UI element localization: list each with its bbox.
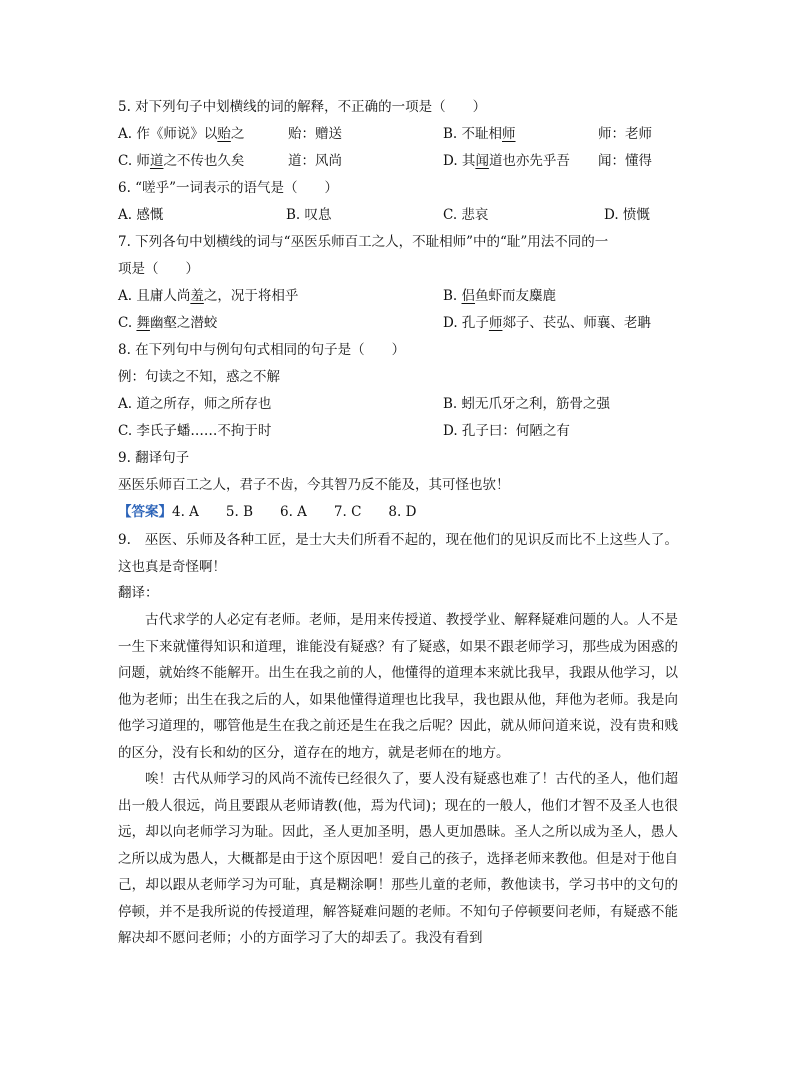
q9-stem: 9. 翻译句子 — [118, 450, 190, 466]
q6-option-a: A. 感慨 — [118, 207, 164, 223]
q5-option-b: B. 不耻相师 — [443, 126, 516, 142]
q7-option-d: D. 孔子师郯子、苌弘、师襄、老聃 — [443, 315, 651, 331]
q8-option-c: C. 李氏子蟠……不拘于时 — [118, 423, 272, 439]
q6-option-c: C. 悲哀 — [443, 207, 489, 223]
q6-row — [118, 202, 678, 229]
q6-option-d: D. 愤慨 — [604, 207, 650, 223]
q8-example: 例：句读之不知，惑之不解 — [118, 369, 280, 385]
q7-row-ab — [118, 283, 678, 310]
q5-option-c: C. 师道之不传也久矣 — [118, 153, 245, 169]
q7-stem-line2: 项是（ ） — [118, 261, 199, 277]
answer-tag: 【答案】 — [118, 504, 172, 520]
exam-page — [118, 94, 678, 952]
q8-option-b: B. 蚓无爪牙之利，筋骨之强 — [443, 396, 611, 412]
q5-option-b-gloss: 师：老师 — [598, 126, 652, 142]
q6-option-b: B. 叹息 — [286, 207, 332, 223]
q9-sentence: 巫医乐师百工之人，君子不齿，今其智乃反不能及，其可怪也欤！ — [118, 477, 510, 493]
q5-row-ab — [118, 121, 678, 148]
q9-answer: 9. 巫医、乐师及各种工匠，是士大夫们所看不起的，现在他们的见识反而比不上这些人了。这也真是奇怪啊！ — [118, 532, 678, 575]
q7-stem-line1: 7. 下列各句中划横线的词与“巫医乐师百工之人，不耻相师”中的“耻”用法不同的一 — [118, 234, 609, 250]
q7-option-c: C. 舞幽壑之潜蛟 — [118, 315, 218, 331]
answer-mc: 4. A 5. B 6. A 7. C 8. D — [172, 504, 417, 520]
q7-option-a: A. 且庸人尚羞之，况于将相乎 — [118, 288, 299, 304]
answer-line — [118, 499, 678, 526]
q8-option-a: A. 道之所存，师之所存也 — [118, 396, 272, 412]
q5-option-d: D. 其闻道也亦先乎吾 — [443, 153, 570, 169]
q5-option-c-gloss: 道：风尚 — [288, 153, 342, 169]
q8-row-ab — [118, 391, 678, 418]
q5-option-a: A. 作《师说》以贻之 — [118, 126, 245, 142]
q8-option-d: D. 孔子曰：何陋之有 — [443, 423, 570, 439]
translation-label: 翻译： — [118, 585, 159, 601]
translation-paragraph-2: 唉！古代从师学习的风尚不流传已经很久了，要人没有疑惑也难了！古代的圣人，他们超出一般人很远，尚且要跟从老师请教(他，焉为代词)；现在的一般人，他们才智不及圣人也很远，却以向老师学习为耻。因此，圣人更加圣明，愚人更加愚昧。圣人之所以成为圣人，愚人之所以成为愚人，大概都是由于这个原因吧！爱自己的孩子，选择老师来教他。但是对于他自己，却以跟从老师学习为可耻，真是糊涂啊！那些儿童的老师，教他读书，学习书中的文句的停顿，并不是我所说的传授道理，解答疑难问题的老师。不知句子停顿要问老师，有疑惑不能解决却不愿问老师；小的方面学习了大的却丢了。我没有看到 — [118, 771, 678, 946]
q8-stem: 8. 在下列句中与例句句式相同的句子是（ ） — [118, 342, 406, 358]
translation-paragraph-1: 古代求学的人必定有老师。老师，是用来传授道、教授学业、解释疑难问题的人。人不是一生下来就懂得知识和道理，谁能没有疑惑？有了疑惑，如果不跟老师学习，那些成为困惑的问题，就始终不能解开。出生在我之前的人，他懂得的道理本来就比我早，我跟从他学习，以他为老师；出生在我之后的人，如果他懂得道理也比我早，我也跟从他，拜他为老师。我是向他学习道理的，哪管他是生在我之前还是生在我之后呢？因此，就从师问道来说，没有贵和贱的区分，没有长和幼的区分，道存在的地方，就是老师在的地方。 — [118, 612, 678, 761]
q5-option-a-gloss: 贻：赠送 — [288, 126, 342, 142]
q5-stem: 5. 对下列句子中划横线的词的解释，不正确的一项是（ ） — [118, 99, 487, 115]
q7-option-b: B. 侣鱼虾而友麋鹿 — [443, 288, 557, 304]
q6-stem: 6. “嗟乎”一词表示的语气是（ ） — [118, 180, 338, 196]
q7-row-cd — [118, 310, 678, 337]
q5-row-cd — [118, 148, 678, 175]
q5-option-d-gloss: 闻：懂得 — [598, 153, 652, 169]
q8-row-cd — [118, 418, 678, 445]
